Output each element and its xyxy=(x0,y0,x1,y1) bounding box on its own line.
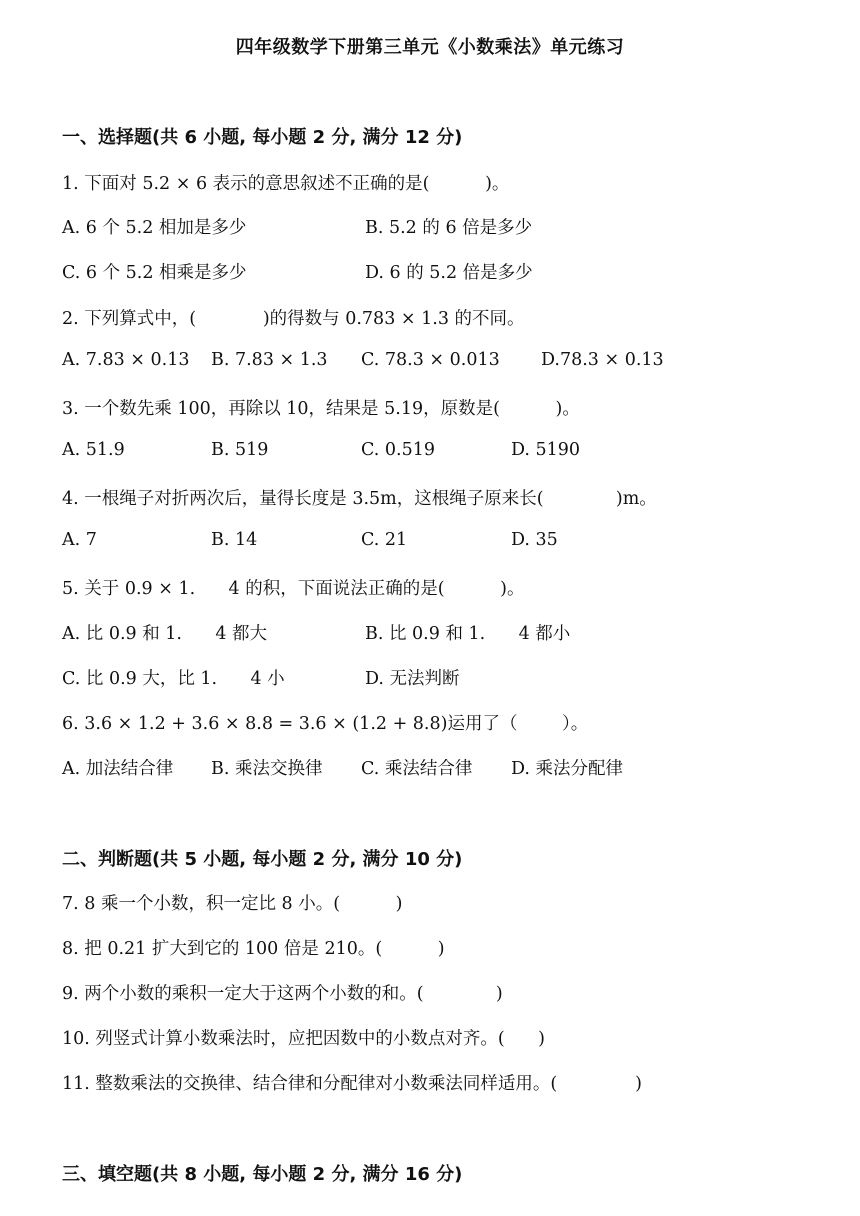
question-2-stem: 2. 下列算式中，( )的得数与 0.783 × 1.3 的不同。 xyxy=(62,309,525,329)
question-6-option-d: D. 乘法分配律 xyxy=(511,759,624,779)
question-2-option-b: B. 7.83 × 1.3 xyxy=(211,350,328,370)
question-4-stem: 4. 一根绳子对折两次后，量得长度是 3.5m，这根绳子原来长( )m。 xyxy=(62,489,657,509)
section-heading-fill-in: 三、填空题(共 8 小题, 每小题 2 分, 满分 16 分) xyxy=(62,1164,463,1185)
section-heading-choice: 一、选择题(共 6 小题, 每小题 2 分, 满分 12 分) xyxy=(62,127,463,148)
question-1-option-a: A. 6 个 5.2 相加是多少 xyxy=(62,218,247,238)
question-4-option-a: A. 7 xyxy=(62,530,97,550)
question-2-option-c: C. 78.3 × 0.013 xyxy=(361,350,500,370)
question-6-option-c: C. 乘法结合律 xyxy=(361,759,473,779)
question-7: 7. 8 乘一个小数，积一定比 8 小。( ) xyxy=(62,894,403,914)
page-title: 四年级数学下册第三单元《小数乘法》单元练习 xyxy=(235,37,625,58)
question-3-option-d: D. 5190 xyxy=(511,440,581,460)
question-5-option-a: A. 比 0.9 和 1. 4 都大 xyxy=(62,624,268,644)
question-4-option-b: B. 14 xyxy=(211,530,258,550)
question-2-option-d: D.78.3 × 0.13 xyxy=(541,350,664,370)
question-6-stem: 6. 3.6 × 1.2 + 3.6 × 8.8 = 3.6 × (1.2 + 8.8)运用了（ ）。 xyxy=(62,714,589,734)
question-5-option-b: B. 比 0.9 和 1. 4 都小 xyxy=(365,624,571,644)
question-2-option-a: A. 7.83 × 0.13 xyxy=(62,350,190,370)
question-5-option-d: D. 无法判断 xyxy=(365,669,460,689)
question-9: 9. 两个小数的乘积一定大于这两个小数的和。( ) xyxy=(62,984,503,1004)
question-4-option-c: C. 21 xyxy=(361,530,408,550)
question-5-stem: 5. 关于 0.9 × 1. 4 的积，下面说法正确的是( )。 xyxy=(62,579,525,599)
question-3-stem: 3. 一个数先乘 100，再除以 10，结果是 5.19，原数是( )。 xyxy=(62,399,580,419)
question-3-option-b: B. 519 xyxy=(211,440,269,460)
question-5-option-c: C. 比 0.9 大，比 1. 4 小 xyxy=(62,669,285,689)
question-3-option-c: C. 0.519 xyxy=(361,440,435,460)
question-1-option-b: B. 5.2 的 6 倍是多少 xyxy=(365,218,533,238)
section-heading-judgement: 二、判断题(共 5 小题, 每小题 2 分, 满分 10 分) xyxy=(62,849,463,870)
question-1-option-d: D. 6 的 5.2 倍是多少 xyxy=(365,263,533,283)
question-3-option-a: A. 51.9 xyxy=(62,440,125,460)
question-4-option-d: D. 35 xyxy=(511,530,558,550)
question-8: 8. 把 0.21 扩大到它的 100 倍是 210。( ) xyxy=(62,939,445,959)
question-10: 10. 列竖式计算小数乘法时，应把因数中的小数点对齐。( ) xyxy=(62,1029,545,1049)
question-1-stem: 1. 下面对 5.2 × 6 表示的意思叙述不正确的是( )。 xyxy=(62,174,510,194)
question-1-option-c: C. 6 个 5.2 相乘是多少 xyxy=(62,263,247,283)
question-11: 11. 整数乘法的交换律、结合律和分配律对小数乘法同样适用。( ) xyxy=(62,1074,642,1094)
question-6-option-a: A. 加法结合律 xyxy=(62,759,174,779)
question-6-option-b: B. 乘法交换律 xyxy=(211,759,323,779)
